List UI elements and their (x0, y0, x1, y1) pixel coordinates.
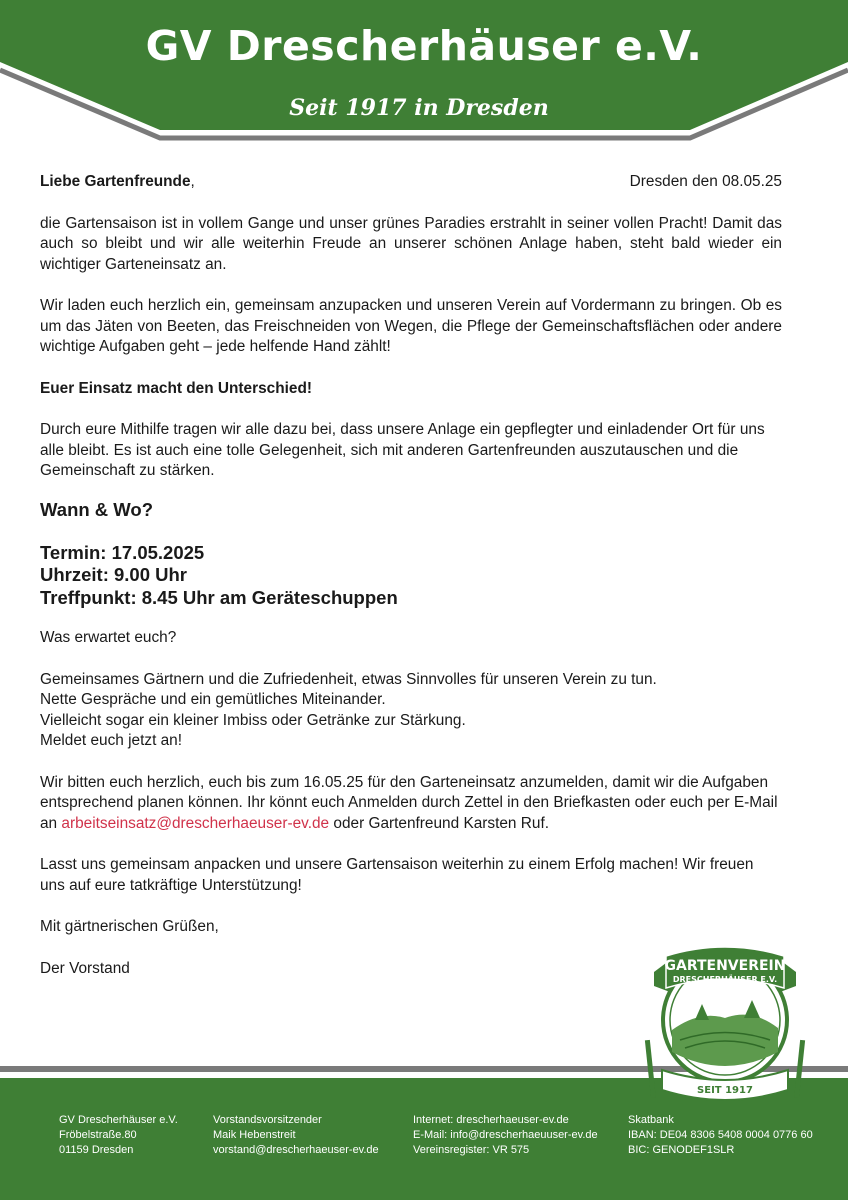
expect-line: Gemeinsames Gärtnern und die Zufriedenheit, etwas Sinnvolles für unseren Verein zu tun. (40, 670, 657, 688)
seal-subtitle-text: DRESCHERHÄUSER E.V. (672, 975, 778, 984)
expect-line: Nette Gespräche und ein gemütliches Miteinander. (40, 691, 386, 708)
seal-title-text: GARTENVEREIN (664, 958, 786, 974)
expect-line: Vielleicht sogar ein kleiner Imbiss oder Getränke zur Stärkung. (40, 711, 466, 729)
club-name-title: GV Drescherhäuser e.V. (145, 22, 703, 70)
letterhead-header (0, 0, 848, 150)
intro-paragraph: die Gartensaison ist in vollem Gange und unser grünes Paradies erstrahlt in seiner vollen Pracht! Damit das auch so bleibt und wir alle weiterhin Freude an unserer schönen Anlage haben, steht bald wieder ein wichtiger Garteneinsatz an. (40, 214, 782, 273)
letter-body (40, 172, 782, 979)
signature: Der Vorstand (40, 959, 130, 977)
footer-bank (628, 1113, 813, 1158)
expect-line: Meldet euch jetzt an! (40, 732, 183, 749)
footer-street: Fröbelstraße.80 (59, 1129, 137, 1141)
registration-text-end: oder Gartenfreund Karsten Ruf. (329, 814, 549, 832)
footer-email[interactable]: E-Mail: info@drescherhaeuuser-ev.de (413, 1129, 598, 1141)
benefit-paragraph: Durch eure Mithilfe tragen wir alle dazu bei, dass unsere Anlage ein gepflegter und einladender Ort für uns alle bleibt. Es ist auch eine tolle Gelegenheit, sich mit anderen Gartenfreunden auszutauschen und die Gemeinschaft zu stärken. (40, 421, 765, 479)
footer-bic: BIC: GENODEF1SLR (628, 1144, 735, 1156)
salutation (40, 172, 195, 193)
footer-chairman-role: Vorstandsvorsitzender (213, 1114, 322, 1126)
registration-text: Wir bitten euch herzlich, euch bis zum 16.05.25 für den Garteneinsatz anzumelden, damit wir die Aufgaben entsprechend planen können. Ihr könnt euch Anmelden durch Zettel in den Briefkasten oder euch per E-Mail an (40, 773, 778, 832)
invitation-paragraph: Wir laden euch herzlich ein, gemeinsam anzupacken und unseren Verein auf Vordermann zu bringen. Ob es um das Jäten von Beeten, das Freischneiden von Wegen, die Pflege der Gemeinschaftsflächen oder andere wichtige Aufgaben geht – jede helfende Hand zählt! (40, 297, 782, 355)
footer-chairman (213, 1113, 379, 1158)
footer-register: Vereinsregister: VR 575 (413, 1144, 530, 1156)
footer-chairman-name: Maik Hebenstreit (213, 1129, 296, 1141)
letter-date: Dresden den 08.05.25 (629, 173, 782, 190)
impact-heading: Euer Einsatz macht den Unterschied! (40, 379, 312, 397)
footer-contact (413, 1113, 598, 1158)
greeting-comma: , (190, 173, 195, 190)
event-time: Uhrzeit: 9.00 Uhr (40, 564, 188, 585)
footer-iban: IBAN: DE04 8306 5408 0004 0776 60 (628, 1129, 813, 1141)
greeting: Liebe Gartenfreunde (40, 173, 191, 190)
registration-email-link[interactable]: arbeitseinsatz@drescherhaeuser-ev.de (61, 814, 330, 832)
when-where-heading: Wann & Wo? (40, 498, 154, 520)
club-tagline: Seit 1917 in Dresden (289, 95, 549, 121)
club-seal-logo (640, 940, 810, 1115)
footer-address (59, 1113, 178, 1158)
event-date: Termin: 17.05.2025 (40, 541, 205, 563)
footer-website-link[interactable]: drescherhaeuser-ev.de (456, 1114, 569, 1126)
salutation-row (40, 172, 782, 193)
closing-paragraph: Lasst uns gemeinsam anpacken und unsere Gartensaison weiterhin zu einem Erfolg machen! Wir freuen uns auf eure tatkräftige Unterstützung! (40, 856, 754, 894)
expect-heading: Was erwartet euch? (40, 629, 177, 646)
seal-year-text: SEIT 1917 (697, 1085, 753, 1096)
footer-city: 01159 Dresden (59, 1144, 134, 1156)
meeting-point: Treffpunkt: 8.45 Uhr am Geräteschuppen (40, 586, 398, 608)
footer-internet-label: Internet: (413, 1114, 454, 1126)
registration-paragraph (40, 773, 782, 835)
footer-bank-name: Skatbank (628, 1114, 674, 1126)
footer-club-name: GV Drescherhäuser e.V. (59, 1114, 178, 1126)
footer-chairman-email[interactable]: vorstand@drescherhaeuser-ev.de (213, 1144, 379, 1156)
regards: Mit gärtnerischen Grüßen, (40, 918, 219, 935)
